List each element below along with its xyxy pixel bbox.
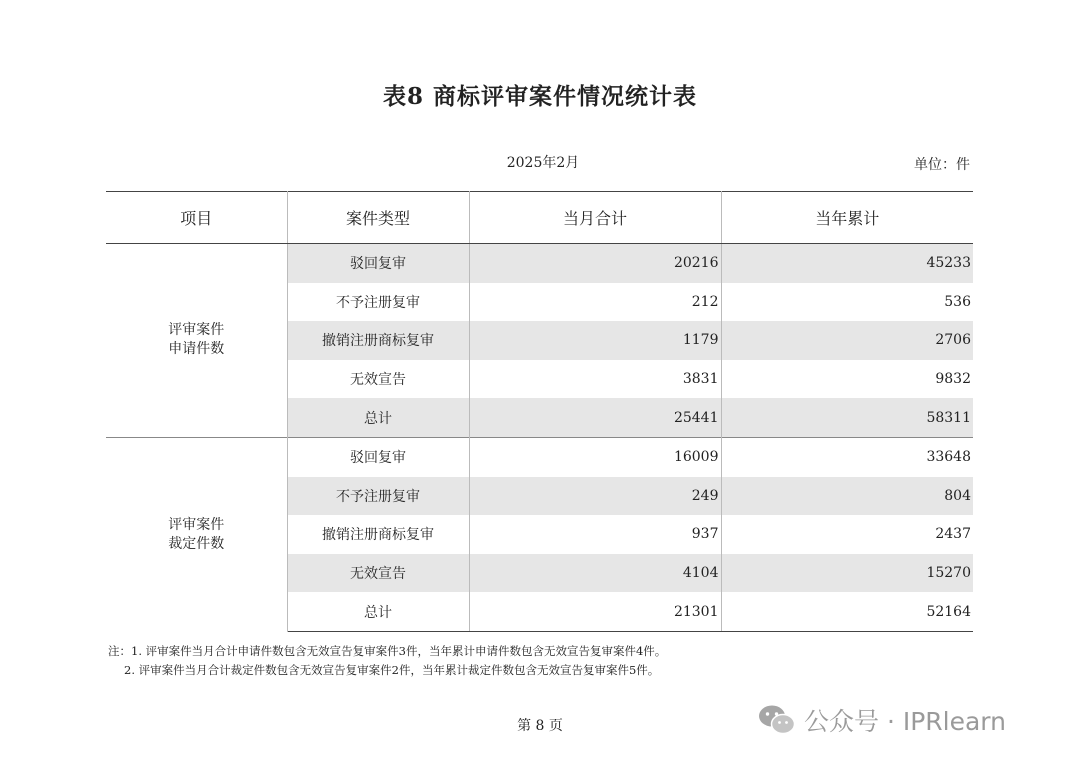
month-total-cell: 937: [469, 515, 721, 554]
unit-label: 单位：件: [914, 157, 970, 173]
report-date: 2025年2月: [506, 155, 580, 171]
month-total-cell: 212: [469, 283, 721, 322]
year-total-cell: 2706: [721, 321, 973, 360]
case-type-cell: 驳回复审: [287, 244, 469, 283]
case-type-cell: 无效宣告: [287, 554, 469, 593]
case-type-cell: 撤销注册商标复审: [287, 321, 469, 360]
header-case-type: 案件类型: [287, 192, 469, 244]
table-notes: [108, 642, 666, 680]
year-total-cell: 52164: [721, 592, 973, 631]
group-label-applications: 评审案件 申请件数: [106, 244, 287, 438]
table-row: [106, 437, 973, 476]
watermark-text: 公众号 · IPRlearn: [804, 707, 1006, 736]
case-type-cell: 不予注册复审: [287, 283, 469, 322]
year-total-cell: 804: [721, 477, 973, 516]
case-type-cell: 撤销注册商标复审: [287, 515, 469, 554]
header-year-total: 当年累计: [721, 192, 973, 244]
year-total-cell: 536: [944, 293, 971, 310]
watermark: [758, 702, 1006, 738]
case-type-cell: 驳回复审: [287, 437, 469, 476]
header-month-total: 当月合计: [469, 192, 721, 244]
month-total-cell: 20216: [469, 244, 721, 283]
page-number: 第 8 页: [517, 718, 563, 734]
note-2: 2. 评审案件当月合计裁定件数包含无效宣告复审案件2件，当年累计裁定件数包含无效宣告复审案件5件。: [124, 663, 660, 677]
header-row: [106, 192, 973, 244]
case-type-cell: 无效宣告: [287, 360, 469, 399]
month-total-cell: 25441: [469, 398, 721, 437]
year-total-cell: 2437: [935, 526, 971, 543]
case-type-cell: 不予注册复审: [287, 477, 469, 516]
year-total-cell: 45233: [721, 244, 973, 283]
year-total-cell: 58311: [721, 398, 973, 437]
header-item: 项目: [106, 192, 287, 244]
case-type-cell: 总计: [287, 398, 469, 437]
month-total-cell: 3831: [469, 360, 721, 399]
group-label-decisions: 评审案件 裁定件数: [106, 437, 287, 631]
table-row: [106, 244, 973, 283]
case-type-cell: 总计: [287, 592, 469, 631]
month-total-cell: 16009: [469, 437, 721, 476]
year-total-cell: 9832: [935, 371, 971, 388]
month-total-cell: 21301: [469, 592, 721, 631]
month-total-cell: 1179: [469, 321, 721, 360]
statistics-table: [106, 191, 973, 632]
note-1: 注：1. 评审案件当月合计申请件数包含无效宣告复审案件3件，当年累计申请件数包含无效宣告复审案件4件。: [108, 644, 667, 658]
wechat-icon: [758, 704, 796, 736]
table-title: 表8 商标评审案件情况统计表: [382, 83, 697, 110]
year-total-cell: 15270: [721, 554, 973, 593]
year-total-cell: 33648: [721, 437, 973, 476]
month-total-cell: 4104: [469, 554, 721, 593]
month-total-cell: 249: [469, 477, 721, 516]
